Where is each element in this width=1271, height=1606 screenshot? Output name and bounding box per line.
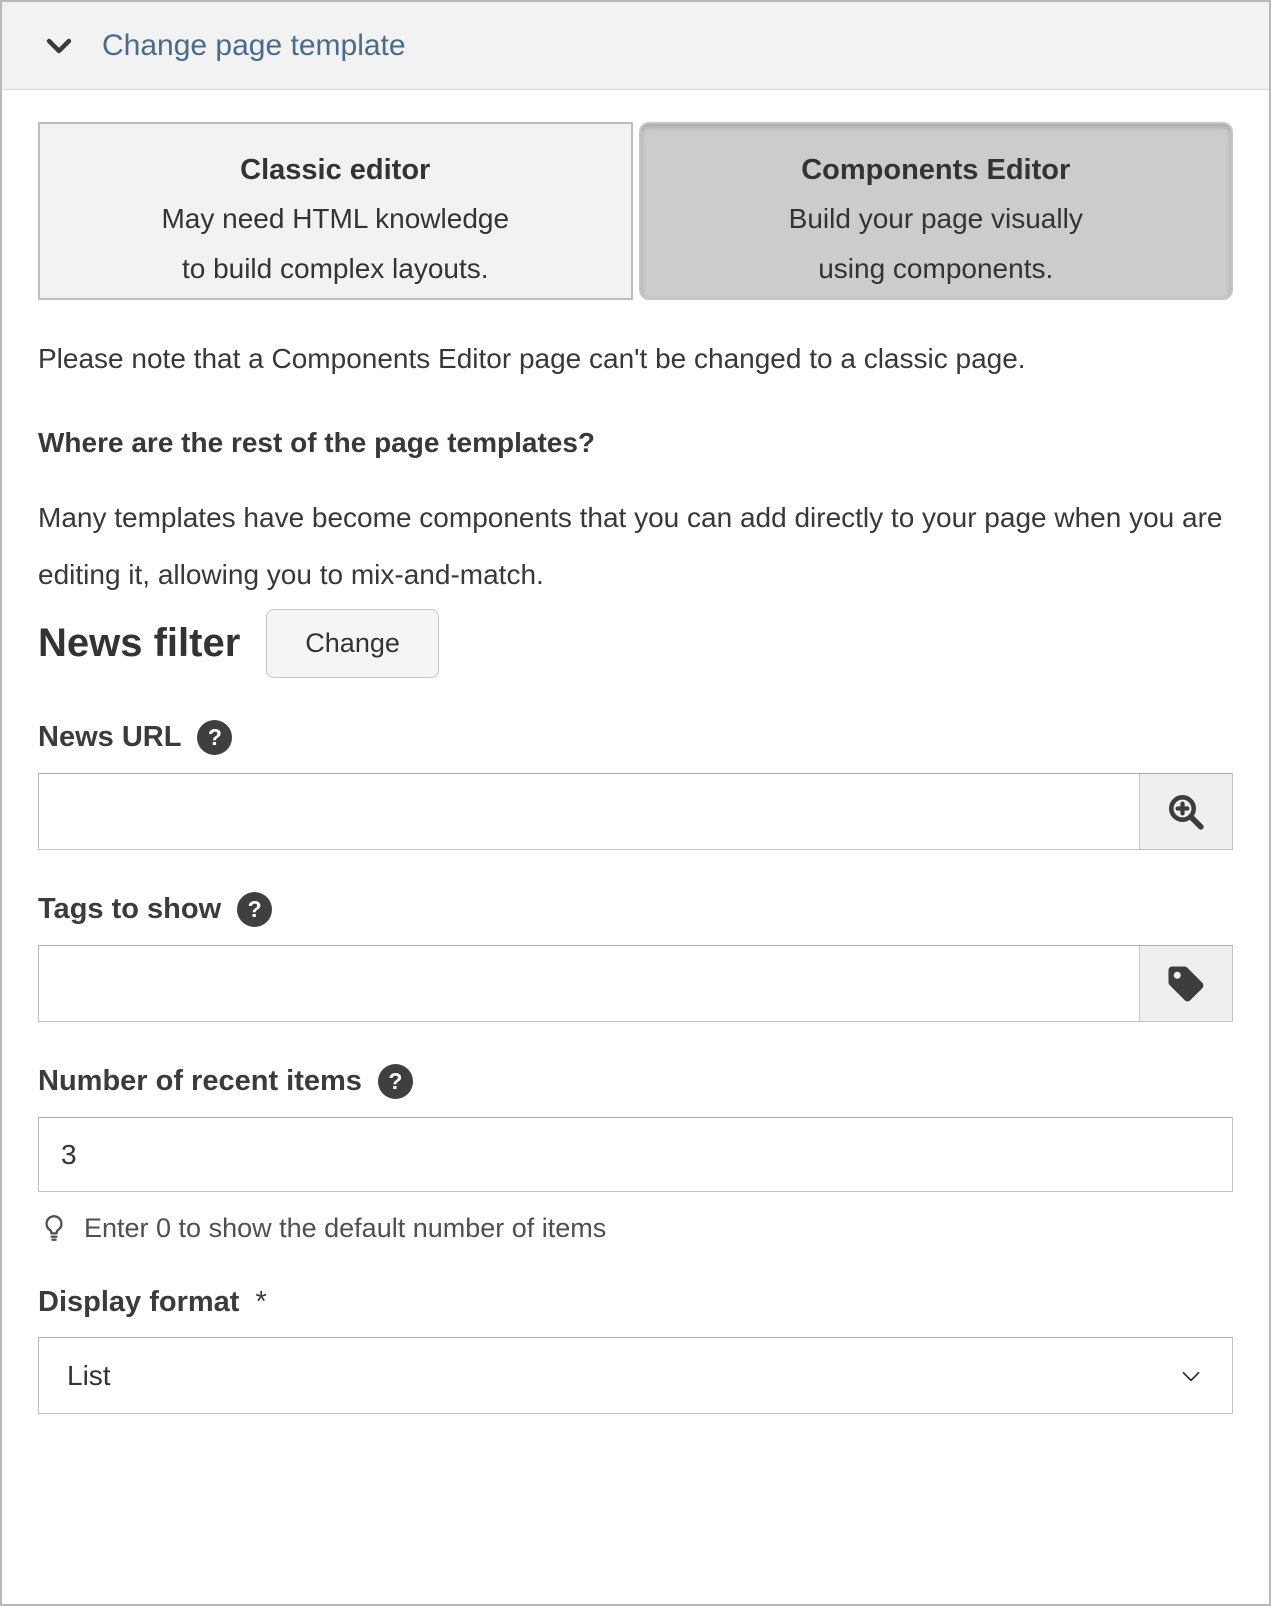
tags-input[interactable] [39,946,1139,1021]
tag-icon [1165,963,1207,1005]
classic-editor-card[interactable] [38,122,633,300]
news-url-input[interactable] [39,774,1139,849]
display-format-value: List [67,1359,111,1391]
news-url-help-icon[interactable]: ? [197,720,232,755]
components-editor-desc-line2: using components. [818,253,1054,284]
news-url-label: News URL [38,721,182,753]
faq-body: Many templates have become components that you can add directly to your page when you are editing it, allowing you to mix-and-match. [38,502,1223,590]
section-title: Change page template [102,28,406,62]
cannot-change-note: Please note that a Components Editor page can't be changed to a classic page. [38,343,1026,374]
tags-picker-button[interactable] [1139,946,1232,1021]
news-url-input-group [38,773,1233,850]
tags-to-show-label: Tags to show [38,893,222,925]
display-format-select[interactable] [38,1337,1233,1414]
components-editor-title: Components Editor [801,154,1071,186]
news-filter-heading: News filter [38,621,241,665]
news-url-search-button[interactable] [1139,774,1232,849]
recent-items-help-icon[interactable]: ? [378,1064,413,1099]
required-marker: * [255,1286,267,1318]
change-button[interactable]: Change [266,609,439,678]
components-editor-card[interactable] [639,122,1234,300]
recent-items-label: Number of recent items [38,1065,362,1097]
components-editor-desc-line1: Build your page visually [788,203,1083,234]
recent-items-input[interactable] [38,1117,1233,1192]
zoom-in-magnifier-icon [1165,791,1207,833]
chevron-down-icon [42,29,76,63]
editor-choice-group [38,122,1233,300]
tags-to-show-help-icon[interactable]: ? [237,892,272,927]
faq-heading: Where are the rest of the page templates? [38,427,596,458]
recent-items-hint: Enter 0 to show the default number of items [84,1212,607,1243]
classic-editor-desc-line1: May need HTML knowledge [161,203,510,234]
lightbulb-icon [38,1212,70,1244]
display-format-label: Display format [38,1286,240,1318]
select-chevron-down-icon [1178,1363,1204,1389]
classic-editor-desc-line2: to build complex layouts. [181,253,489,284]
section-header-toggle[interactable] [2,2,1269,90]
classic-editor-title: Classic editor [240,154,431,186]
tags-input-group [38,945,1233,1022]
